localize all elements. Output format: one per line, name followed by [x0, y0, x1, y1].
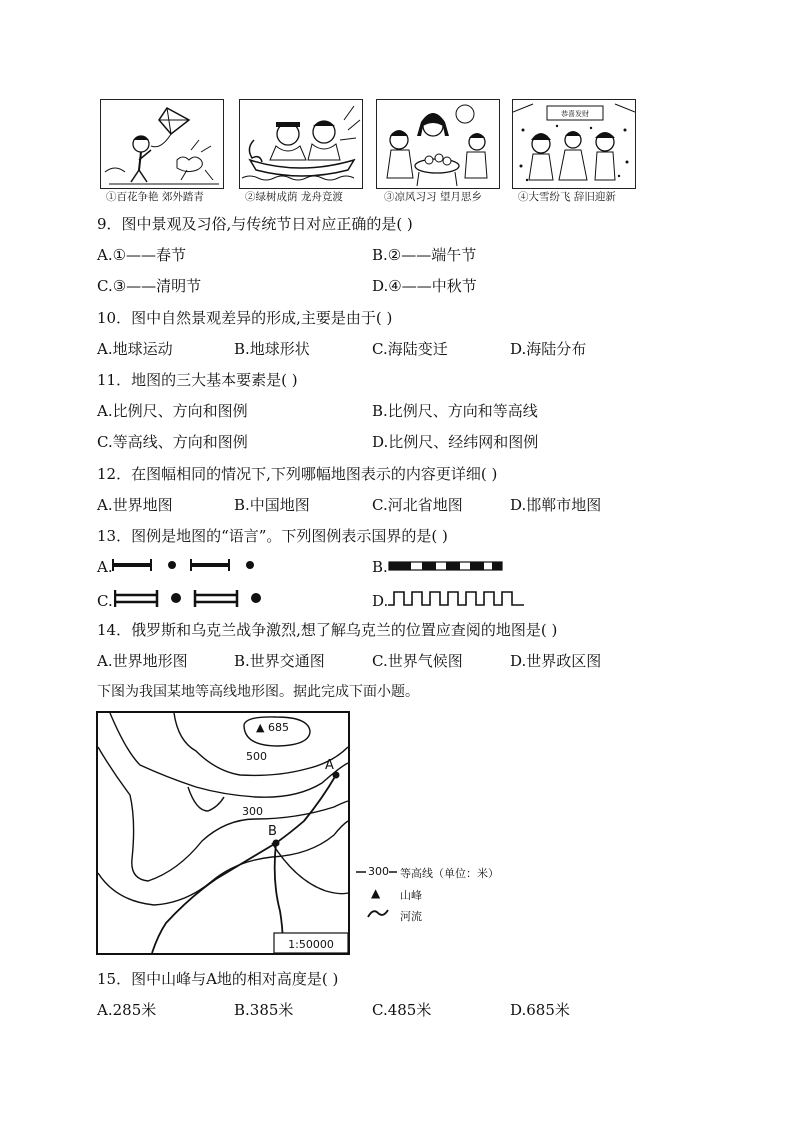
spring-outing-illustration [101, 100, 223, 188]
question-12-option-c[interactable]: C.河北省地图 [372, 496, 463, 514]
border-symbol-b [388, 560, 504, 572]
question-9-option-c[interactable]: C.③——清明节 [97, 277, 202, 295]
caption-spring: ①百花争艳 郊外踏青 [106, 191, 204, 203]
point-b-label: B [268, 824, 277, 839]
legend-contour-value: 300 [368, 865, 389, 878]
question-10-option-a[interactable]: A.地球运动 [97, 340, 173, 358]
question-12-option-b[interactable]: B.中国地图 [234, 496, 310, 514]
contour-300-label: 300 [242, 805, 263, 818]
legend-peak-icon: ▲ [371, 886, 381, 900]
dragon-boat-illustration [240, 100, 362, 188]
question-11-option-d[interactable]: D.比例尺、经纬网和图例 [372, 433, 539, 451]
question-15-option-c[interactable]: C.485米 [372, 1001, 432, 1019]
question-10-option-b[interactable]: B.地球形状 [234, 340, 310, 358]
section-intro: 下图为我国某地等高线地形图。据此完成下面小题。 [97, 684, 419, 700]
question-9-option-b[interactable]: B.②——端午节 [372, 246, 477, 264]
point-b-marker [273, 840, 280, 847]
legend-contour-tail [389, 867, 399, 877]
legend-peak-label: 山峰 [400, 889, 422, 902]
panel-spring [100, 99, 224, 189]
question-13-option-d[interactable]: D. [372, 592, 389, 610]
contour-map [96, 711, 352, 957]
panel-winter [512, 99, 636, 189]
border-symbol-d [388, 589, 526, 607]
question-15-option-b[interactable]: B.385米 [234, 1001, 294, 1019]
panel-summer [239, 99, 363, 189]
legend-contour-label: 等高线（单位：米） [400, 867, 499, 880]
question-10-option-c[interactable]: C.海陆变迁 [372, 340, 448, 358]
question-13-option-b[interactable]: B. [372, 558, 388, 576]
legend-contour-symbol [356, 867, 368, 877]
question-12-option-a[interactable]: A.世界地图 [97, 496, 173, 514]
border-symbol-c [114, 588, 264, 608]
question-11-option-c[interactable]: C.等高线、方向和图例 [97, 433, 248, 451]
caption-autumn: ③凉风习习 望月思乡 [384, 191, 482, 203]
question-14-stem: 14．俄罗斯和乌克兰战争激烈,想了解乌克兰的位置应查阅的地图是( ) [97, 621, 558, 639]
question-13-stem: 13．图例是地图的“语言”。下列图例表示国界的是( ) [97, 527, 448, 545]
contour-500-label: 500 [246, 750, 267, 763]
question-10-option-d[interactable]: D.海陆分布 [510, 340, 587, 358]
legend-river-icon [366, 907, 390, 921]
question-15-option-d[interactable]: D.685米 [510, 1001, 570, 1019]
legend-river-label: 河流 [400, 910, 422, 923]
border-symbol-a [112, 558, 262, 574]
question-13-option-a[interactable]: A. [97, 558, 113, 576]
map-scale: 1:50000 [288, 938, 334, 951]
question-12-option-d[interactable]: D.邯郸市地图 [510, 496, 602, 514]
moon-festival-illustration [377, 100, 499, 188]
question-9-option-d[interactable]: D.④——中秋节 [372, 277, 477, 295]
new-year-illustration [513, 100, 635, 188]
question-12-stem: 12．在图幅相同的情况下,下列哪幅地图表示的内容更详细( ) [97, 465, 498, 483]
question-14-option-c[interactable]: C.世界气候图 [372, 652, 463, 670]
question-13-option-c[interactable]: C. [97, 592, 113, 610]
question-10-stem: 10．图中自然景观差异的形成,主要是由于( ) [97, 309, 393, 327]
question-15-stem: 15．图中山峰与A地的相对高度是( ) [97, 970, 339, 988]
panel-autumn [376, 99, 500, 189]
new-year-sign: 恭喜发财 [561, 110, 589, 118]
question-11-option-a[interactable]: A.比例尺、方向和图例 [97, 402, 248, 420]
question-14-option-a[interactable]: A.世界地形图 [97, 652, 188, 670]
caption-winter: ④大雪纷飞 辞旧迎新 [518, 191, 616, 203]
question-11-stem: 11．地图的三大基本要素是( ) [97, 371, 298, 389]
caption-summer: ②绿树成荫 龙舟竞渡 [245, 191, 343, 203]
question-15-option-a[interactable]: A.285米 [97, 1001, 157, 1019]
point-a-label: A [325, 758, 334, 773]
peak-label: ▲ 685 [256, 721, 289, 734]
question-14-option-d[interactable]: D.世界政区图 [510, 652, 602, 670]
question-9-stem: 9．图中景观及习俗,与传统节日对应正确的是( ) [97, 215, 413, 233]
question-14-option-b[interactable]: B.世界交通图 [234, 652, 325, 670]
question-11-option-b[interactable]: B.比例尺、方向和等高线 [372, 402, 538, 420]
question-9-option-a[interactable]: A.①——春节 [97, 246, 187, 264]
